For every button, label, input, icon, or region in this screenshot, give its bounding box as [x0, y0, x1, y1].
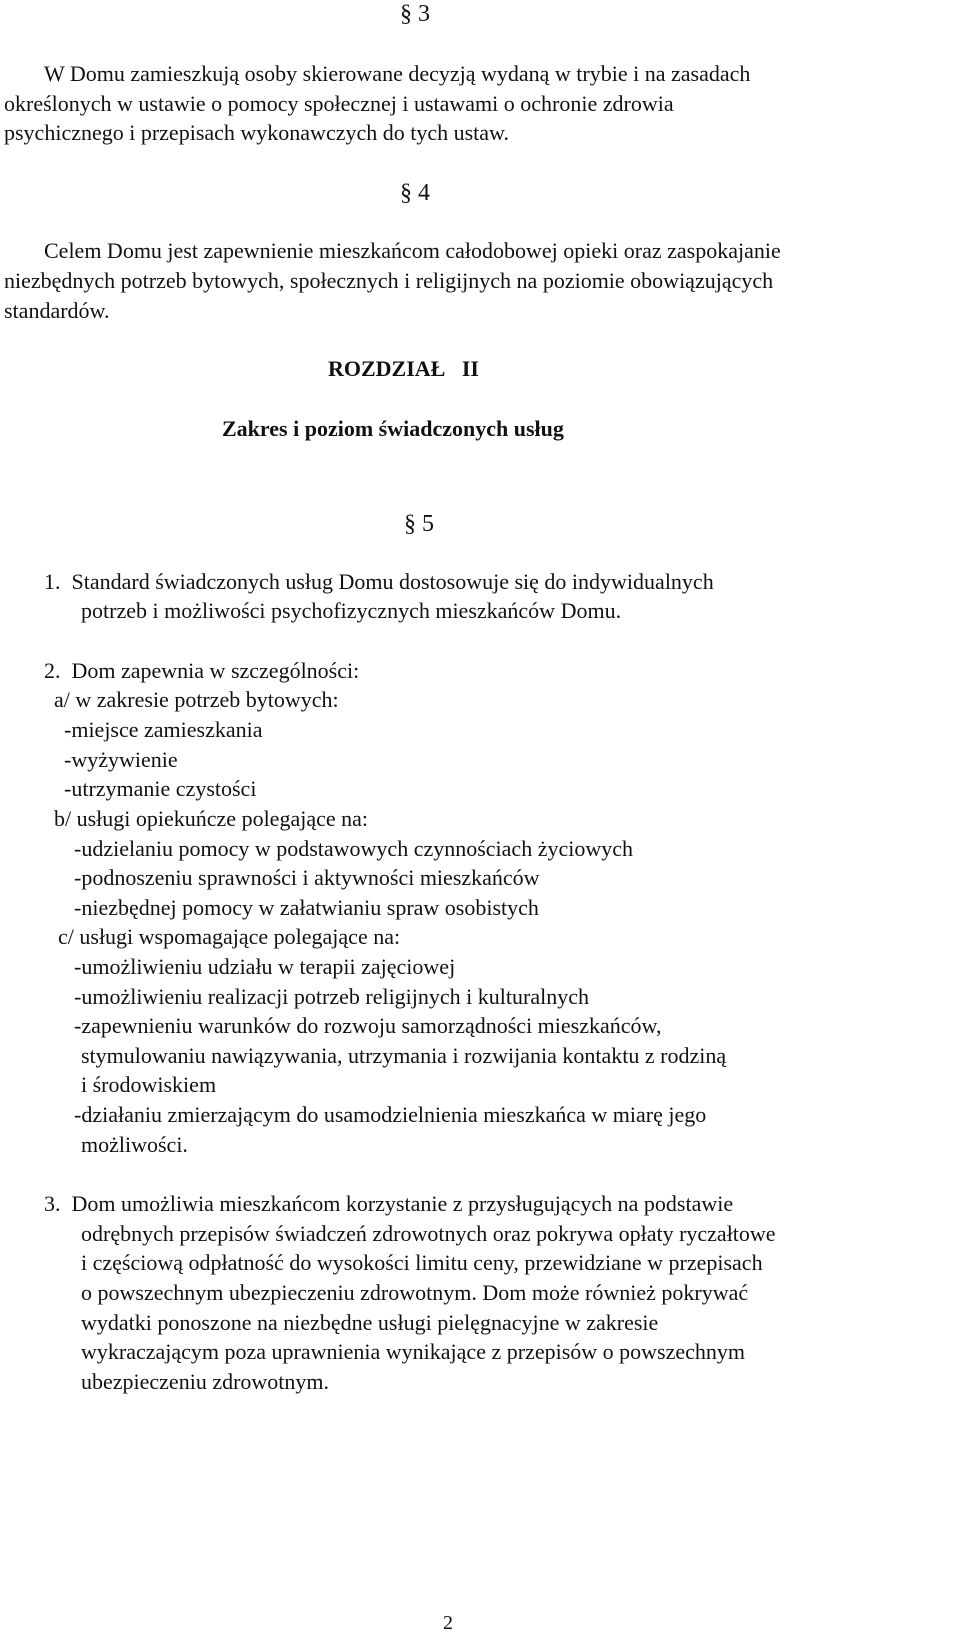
section-4-heading: § 4 [400, 180, 430, 206]
item-2-c-item: -umożliwieniu realizacji potrzeb religijnych i kulturalnych [74, 984, 589, 1009]
section-3-heading: § 3 [400, 1, 430, 27]
page-number: 2 [443, 1612, 453, 1634]
item-2-c-item: możliwości. [81, 1132, 188, 1157]
paragraph-4-line-1: Celem Domu jest zapewnienie mieszkańcom całodobowej opieki oraz zaspokajanie [44, 238, 781, 263]
chapter-title: ROZDZIAŁ II [328, 356, 479, 381]
item-1-line-2: potrzeb i możliwości psychofizycznych mieszkańców Domu. [81, 598, 622, 623]
item-2-a-item: -utrzymanie czystości [64, 776, 257, 801]
item-2-c-heading: c/ usługi wspomagające polegające na: [58, 924, 401, 949]
item-2-a-heading: a/ w zakresie potrzeb bytowych: [54, 687, 339, 712]
item-2-c-item: -działaniu zmierzającym do usamodzielnienia mieszkańca w miarę jego [74, 1102, 707, 1127]
paragraph-4-line-3: standardów. [4, 298, 110, 323]
item-2-c-item: stymulowaniu nawiązywania, utrzymania i rozwijania kontaktu z rodziną [81, 1043, 727, 1068]
item-2-b-heading: b/ usługi opiekuńcze polegające na: [54, 806, 368, 831]
chapter-subtitle: Zakres i poziom świadczonych usług [222, 416, 564, 441]
paragraph-3-line-3: psychicznego i przepisach wykonawczych do tych ustaw. [4, 120, 510, 145]
item-2-a-item: -miejsce zamieszkania [64, 717, 263, 742]
item-3-line-6: wykraczającym poza uprawnienia wynikające z przepisów o powszechnym [81, 1339, 745, 1364]
item-2-intro: 2. Dom zapewnia w szczególności: [44, 658, 360, 683]
section-5-heading: § 5 [404, 511, 434, 537]
item-2-c-item: -umożliwieniu udziału w terapii zajęciowej [74, 954, 456, 979]
item-3-line-7: ubezpieczeniu zdrowotnym. [81, 1369, 330, 1394]
item-2-a-item: -wyżywienie [64, 747, 178, 772]
item-2-c-item: i środowiskiem [81, 1072, 217, 1097]
item-3-line-4: o powszechnym ubezpieczeniu zdrowotnym. Dom może również pokrywać [81, 1280, 749, 1305]
item-3-line-2: odrębnych przepisów świadczeń zdrowotnych oraz pokrywa opłaty ryczałtowe [81, 1221, 776, 1246]
item-3-line-1: 3. Dom umożliwia mieszkańcom korzystanie z przysługujących na podstawie [44, 1191, 734, 1216]
item-2-c-item: -zapewnieniu warunków do rozwoju samorządności mieszkańców, [74, 1013, 662, 1038]
paragraph-4-line-2: niezbędnych potrzeb bytowych, społecznych i religijnych na poziomie obowiązujących [4, 268, 774, 293]
item-3-line-5: wydatki ponoszone na niezbędne usługi pielęgnacyjne w zakresie [81, 1310, 659, 1335]
item-2-b-item: -niezbędnej pomocy w załatwianiu spraw osobistych [74, 895, 539, 920]
item-2-b-item: -udzielaniu pomocy w podstawowych czynnościach życiowych [74, 836, 633, 861]
item-3-line-3: i częściową odpłatność do wysokości limitu ceny, przewidziane w przepisach [81, 1250, 763, 1275]
item-1-line-1: 1. Standard świadczonych usług Domu dostosowuje się do indywidualnych [44, 569, 714, 594]
paragraph-3-line-2: określonych w ustawie o pomocy społecznej i ustawami o ochronie zdrowia [4, 91, 674, 116]
paragraph-3-line-1: W Domu zamieszkują osoby skierowane decyzją wydaną w trybie i na zasadach [44, 61, 751, 86]
item-2-b-item: -podnoszeniu sprawności i aktywności mieszkańców [74, 865, 540, 890]
